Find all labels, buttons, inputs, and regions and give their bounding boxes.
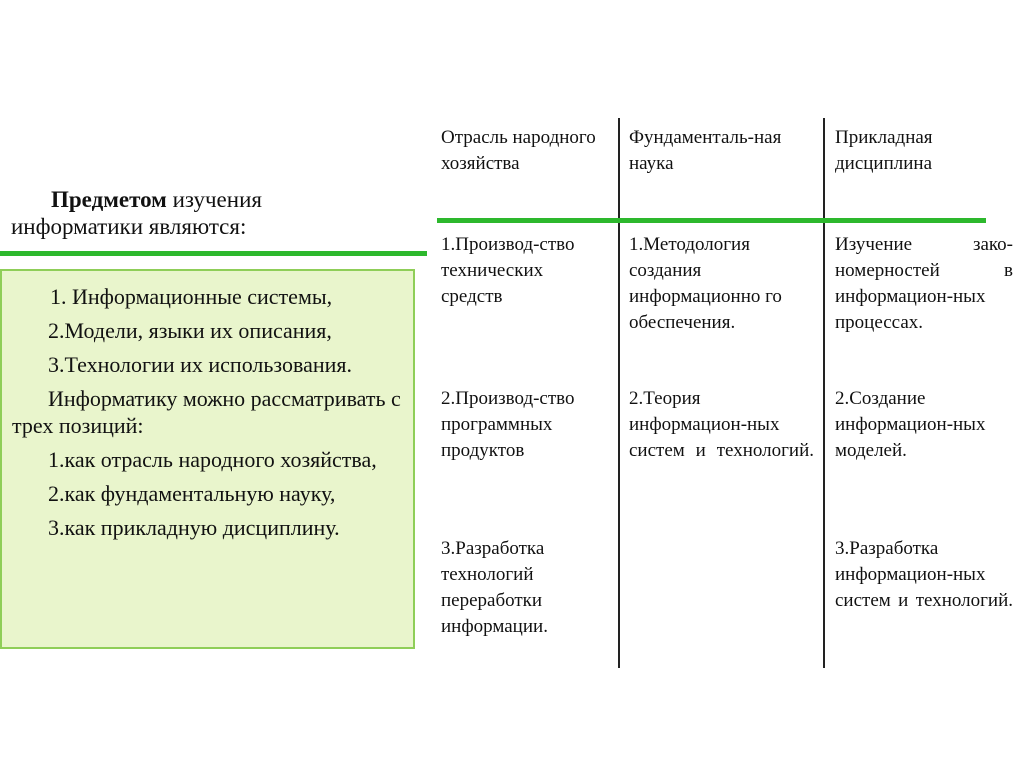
column-separator — [823, 223, 825, 668]
topic-item: Информатику можно рассматривать с трех позиций: — [12, 386, 401, 438]
column-header-industry: Отрасль народного хозяйства — [441, 127, 596, 174]
cell-discipline-3: 3.Разработка информацион-ных систем и технологий. — [835, 538, 1013, 611]
topic-item: 1.как отрасль народного хозяйства, — [48, 447, 377, 472]
cell-science-2: 2.Теория информацион-ных систем и технологий. — [629, 388, 814, 461]
cell-industry-2: 2.Производ-ство программных продуктов — [441, 388, 575, 461]
heading-bold: Предметом — [51, 187, 167, 212]
topic-item: 3.Технологии их использования. — [48, 352, 353, 377]
left-divider — [0, 251, 427, 256]
cell-industry-1: 1.Производ-ство технических средств — [441, 234, 575, 307]
topic-item: 3.как прикладную дисциплину. — [48, 515, 340, 540]
cell-industry-3: 3.Разработка технологий переработки информации. — [441, 538, 548, 637]
cell-discipline-2: 2.Создание информацион-ных моделей. — [835, 388, 986, 461]
topic-item: 1. Информационные системы, — [50, 284, 333, 309]
heading-line2: информатики являются: — [11, 214, 247, 239]
cell-discipline-1: Изучение зако-номерностей в информацион-ных процессах. — [835, 234, 1013, 333]
column-separator — [618, 223, 620, 668]
column-header-science: Фундаменталь-ная наука — [629, 127, 782, 174]
column-header-discipline: Прикладная дисциплина — [835, 127, 933, 174]
topics-box — [0, 269, 415, 649]
table-header-divider — [437, 218, 986, 223]
topic-item: 2.Модели, языки их описания, — [48, 318, 332, 343]
heading-rest: изучения — [166, 187, 262, 212]
column-separator — [823, 118, 825, 218]
column-separator — [618, 118, 620, 218]
topic-item: 2.как фундаментальную науку, — [48, 481, 336, 506]
subject-heading — [11, 186, 411, 240]
cell-science-1: 1.Методология создания информационно го обеспечения. — [629, 234, 782, 333]
